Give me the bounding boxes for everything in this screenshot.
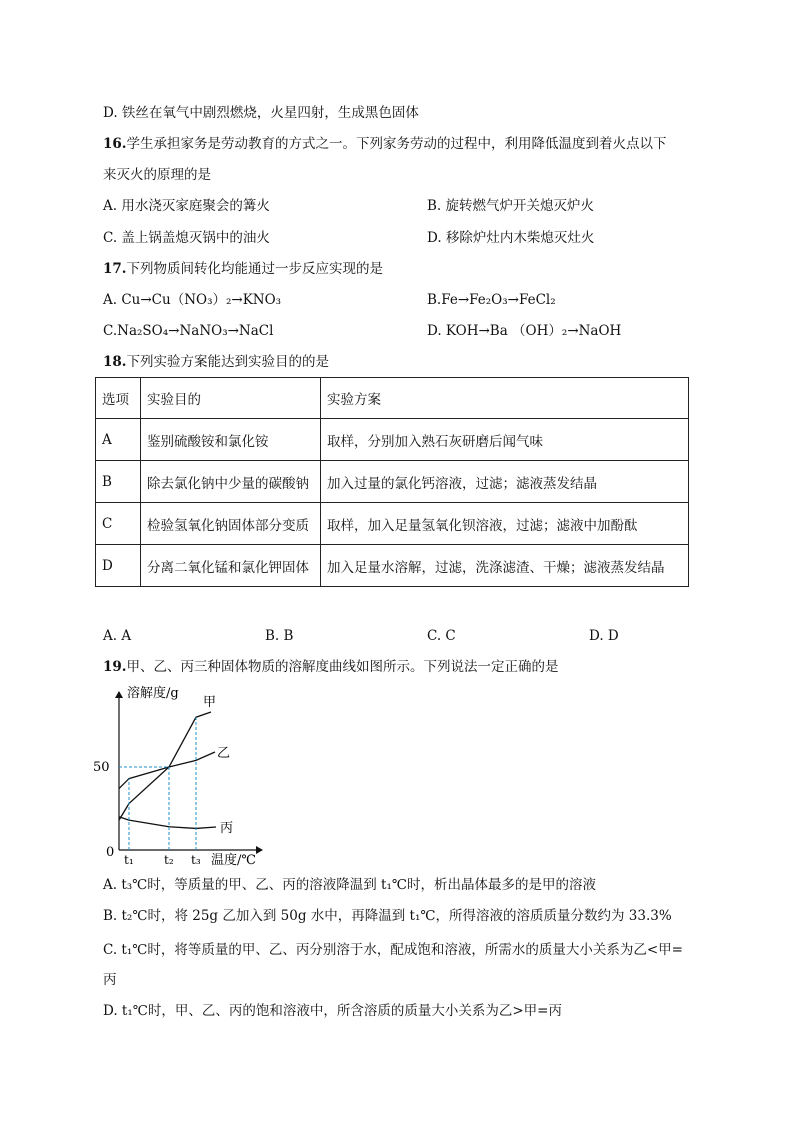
table-cell: 加入足量水溶解，过滤，洗涤滤渣、干燥；滤液蒸发结晶: [321, 545, 689, 587]
table-cell: 加入过量的氯化钙溶液，过滤；滤液蒸发结晶: [321, 461, 689, 503]
table-header-cell: 实验方案: [321, 378, 689, 419]
table-cell: B: [96, 461, 141, 503]
q16-option-b: B. 旋转燃气炉开关熄灭炉火: [427, 198, 595, 214]
x-tick-label-t3: t₃: [191, 853, 201, 867]
q19-option-a: A. t₃℃时，等质量的甲、乙、丙的溶液降温到 t₁℃时，析出晶体最多的是甲的溶液: [103, 877, 596, 893]
q18-number: 18.: [103, 354, 127, 370]
series-label-bing: 丙: [220, 821, 234, 836]
table-cell: A: [96, 419, 141, 461]
q16-number: 16.: [103, 136, 127, 152]
solubility-curve-3: [119, 817, 216, 829]
series-label-jia: 甲: [203, 695, 217, 710]
q18-option-b: B. B: [265, 628, 294, 644]
q19-option-b: B. t₂℃时，将 25g 乙加入到 50g 水中，再降温到 t₁℃，所得溶液的溶质质量分数约为 33.3%: [103, 908, 672, 924]
table-row: [96, 419, 689, 461]
series-label-yi: 乙: [217, 746, 231, 761]
q18-option-a: A. A: [103, 628, 132, 644]
table-header-cell: 实验目的: [141, 378, 321, 419]
q19-stem-text: 甲、乙、丙三种固体物质的溶解度曲线如图所示。下列说法一定正确的是: [126, 659, 559, 675]
table-cell: 取样，分别加入熟石灰研磨后闻气味: [321, 419, 689, 461]
table-row: [96, 461, 689, 503]
experiment-table: [95, 377, 689, 587]
table-cell: D: [96, 545, 141, 587]
q17-option-c: C.Na₂SO₄→NaNO₃→NaCl: [103, 323, 274, 339]
q17-stem-text: 下列物质间转化均能通过一步反应实现的是: [126, 261, 383, 277]
solubility-curve-1: [119, 712, 211, 820]
q16-option-d: D. 移除炉灶内木柴熄灭灶火: [427, 230, 595, 246]
y-tick-label-0: 0: [106, 845, 115, 860]
q17-stem: [103, 259, 383, 279]
q17-option-b: B.Fe→Fe₂O₃→FeCl₂: [427, 292, 556, 308]
q15-option-d: D. 铁丝在氧气中剧烈燃烧，火星四射，生成黑色固体: [103, 105, 419, 121]
y-tick-label-50: 50: [93, 760, 110, 775]
q18-stem: [103, 352, 329, 372]
q19-number: 19.: [103, 659, 127, 675]
table-cell: C: [96, 503, 141, 545]
q18-stem-text: 下列实验方案能达到实验目的的是: [126, 354, 329, 370]
q16-option-c: C. 盖上锅盖熄灭锅中的油火: [103, 230, 270, 246]
x-axis-label: 温度/℃: [211, 853, 256, 868]
solubility-curve-2: [119, 752, 215, 789]
y-axis-label: 溶解度/g: [127, 686, 179, 701]
q19-option-c-line1: C. t₁℃时，将等质量的甲、乙、丙分别溶于水，配成饱和溶液，所需水的质量大小关系为乙<甲=: [103, 942, 683, 958]
table-cell: 除去氯化钠中少量的碳酸钠: [141, 461, 321, 503]
q16-stem-line2: 来灭火的原理的是: [103, 167, 211, 183]
table-cell: 鉴别硫酸铵和氯化铵: [141, 419, 321, 461]
table-cell: 检验氢氧化钠固体部分变质: [141, 503, 321, 545]
q19-option-d: D. t₁℃时，甲、乙、丙的饱和溶液中，所含溶质的质量大小关系为乙>甲=丙: [103, 1003, 562, 1019]
table-cell: 取样，加入足量氢氧化钡溶液，过滤；滤液中加酚酞: [321, 503, 689, 545]
q17-option-d: D. KOH→Ba （OH）₂→NaOH: [427, 323, 622, 339]
q17-number: 17.: [103, 261, 127, 277]
q17-option-a: A. Cu→Cu（NO₃）₂→KNO₃: [103, 292, 282, 308]
x-tick-label-t1: t₁: [124, 853, 134, 867]
q16-option-a: A. 用水浇灭家庭聚会的篝火: [103, 198, 270, 214]
q16-stem: [103, 134, 667, 154]
table-cell: 分离二氧化锰和氯化钾固体: [141, 545, 321, 587]
table-row: [96, 545, 689, 587]
x-tick-label-t2: t₂: [164, 853, 174, 867]
table-header-cell: 选项: [96, 378, 141, 419]
table-row: [96, 503, 689, 545]
q18-option-d: D. D: [589, 628, 619, 644]
q18-option-c: C. C: [427, 628, 456, 644]
q16-stem-line1: 学生承担家务是劳动教育的方式之一。下列家务劳动的过程中，利用降低温度到着火点以下: [126, 136, 667, 152]
q19-option-c-line2: 丙: [103, 972, 117, 988]
q19-stem: [103, 657, 559, 677]
table-header-row: [96, 378, 689, 419]
